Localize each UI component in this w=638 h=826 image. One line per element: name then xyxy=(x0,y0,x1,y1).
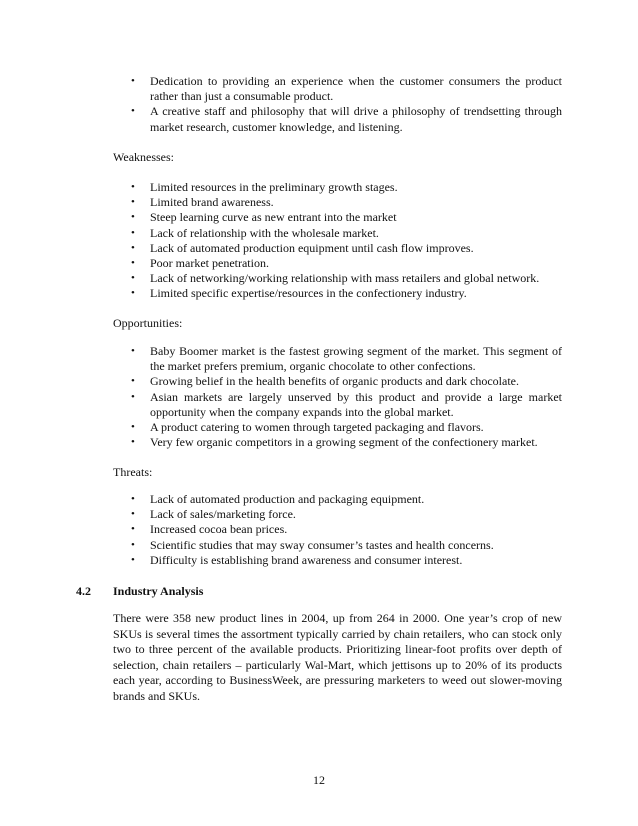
weaknesses-list xyxy=(0,180,638,302)
list-item: • Lack of automated production and packaging equipment. xyxy=(131,492,425,506)
list-item: • Increased cocoa bean prices. xyxy=(131,522,288,537)
bullet: • xyxy=(131,493,135,505)
list-item: • Lack of relationship with the wholesale market. xyxy=(131,225,379,240)
bullet: • xyxy=(131,241,135,254)
opportunities-list xyxy=(0,344,638,450)
list-item: • Limited resources in the preliminary growth stages. xyxy=(131,180,398,194)
list-item: • Scientific studies that may sway consumer’s tastes and health concerns. xyxy=(131,537,494,552)
list-item: • A creative staff and philosophy that will drive a philosophy of trendsetting through market research, customer knowledge, and listening. xyxy=(131,104,562,134)
bullet: • xyxy=(131,436,135,449)
threats-heading: Threats: xyxy=(113,465,153,479)
bullet: • xyxy=(131,287,135,300)
bullet: • xyxy=(131,196,135,209)
list-item: • Lack of automated production equipment until cash flow improves. xyxy=(131,240,474,255)
bullet: • xyxy=(131,523,135,536)
page-number: 12 xyxy=(313,773,325,787)
list-item: • Limited specific expertise/resources in the confectionery industry. xyxy=(131,286,467,301)
bullet: • xyxy=(131,375,135,388)
bullet: • xyxy=(131,345,135,357)
list-item: • Asian markets are largely unserved by this product and provide a large market opportunity when the company expands into the global market. xyxy=(131,389,562,419)
list-item: • Difficulty is establishing brand awareness and consumer interest. xyxy=(131,552,463,567)
strengths-list-continued xyxy=(0,74,638,135)
list-item: • Steep learning curve as new entrant into the market xyxy=(131,210,397,225)
opportunities-heading: Opportunities: xyxy=(113,316,183,330)
list-item: • Dedication to providing an experience when the customer consumers the product rather than just a consumable product. xyxy=(131,74,562,104)
list-item: • Very few organic competitors in a growing segment of the confectionery market. xyxy=(131,435,538,450)
bullet: • xyxy=(131,272,135,285)
bullet: • xyxy=(131,226,135,239)
bullet: • xyxy=(131,257,135,270)
bullet: • xyxy=(131,421,135,434)
threats-list xyxy=(0,492,638,568)
section-number: 4.2 xyxy=(76,584,91,598)
weaknesses-heading: Weaknesses: xyxy=(113,150,175,164)
bullet: • xyxy=(131,553,135,566)
list-item: • Lack of networking/working relationship with mass retailers and global network. xyxy=(131,271,540,286)
list-item: • Poor market penetration. xyxy=(131,256,269,271)
list-item: • Lack of sales/marketing force. xyxy=(131,507,296,522)
bullet: • xyxy=(131,538,135,551)
bullet: • xyxy=(131,181,135,193)
list-item: • A product catering to women through targeted packaging and flavors. xyxy=(131,420,484,435)
bullet: • xyxy=(131,211,135,224)
bullet: • xyxy=(131,508,135,521)
list-item: • Growing belief in the health benefits of organic products and dark chocolate. xyxy=(131,374,519,389)
list-item: • Baby Boomer market is the fastest growing segment of the market. This segment of the market prefers premium, organic chocolate to other confections. xyxy=(131,344,562,374)
section-title: Industry Analysis xyxy=(113,584,204,598)
list-item: • Limited brand awareness. xyxy=(131,195,274,210)
bullet: • xyxy=(131,390,135,403)
bullet: • xyxy=(131,105,135,118)
bullet: • xyxy=(131,75,135,87)
section-paragraph: There were 358 new product lines in 2004, up from 264 in 2000. One year’s crop of new SKUs is several times the assortment typically carried by chain retailers, who can stock only two to three percent of the available products. Prioritizing linear-foot profits over depth of selection, chain retailers – particularly Wal-Mart, which jettisons up to 20% of its products each year, according to BusinessWeek, are pressuring marketers to weed out slower-moving brands and SKUs. xyxy=(113,611,562,703)
